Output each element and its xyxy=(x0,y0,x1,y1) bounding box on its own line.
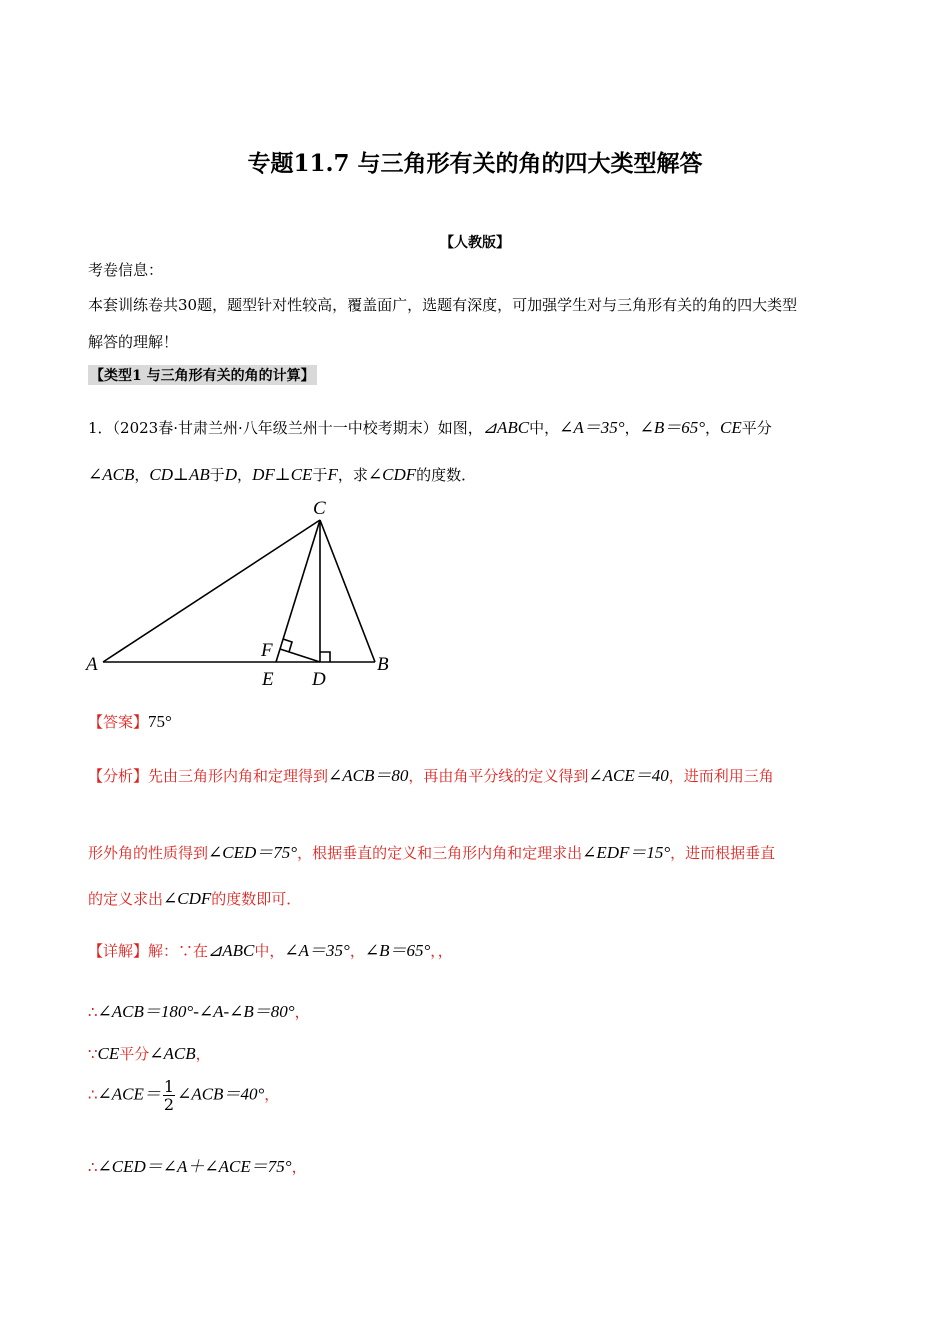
therefore-symbol: ∴ xyxy=(88,1158,98,1176)
math-angle-a: ∠A＝35° xyxy=(559,418,625,437)
math-ce: CE xyxy=(97,1044,120,1063)
fraction-denominator: 2 xyxy=(163,1095,175,1114)
edition-label: 【人教版】 xyxy=(440,235,510,251)
because-symbol: ∵ xyxy=(88,1045,98,1063)
category-heading: 【类型1 与三角形有关的角的计算】 xyxy=(88,365,317,385)
text-yu: 于 xyxy=(209,466,225,484)
math-f: F xyxy=(327,465,338,484)
segment-bc xyxy=(320,520,375,662)
math-step-4: ∠CED＝∠A＋∠ACE＝75° xyxy=(97,1157,292,1176)
analysis-line-3 xyxy=(88,888,301,909)
solution-text: 解：∵在 xyxy=(148,942,209,960)
math-angle-b: ∠B＝65° xyxy=(364,941,431,960)
math-angle-cdf: ∠CDF xyxy=(163,889,212,908)
fraction-numerator: 1 xyxy=(163,1077,175,1096)
label-a: A xyxy=(86,654,98,675)
solution-step-4 xyxy=(88,1152,307,1177)
solution-text: 平分 xyxy=(119,1045,150,1063)
solution-step-2 xyxy=(88,1043,211,1064)
therefore-symbol: ∴ xyxy=(88,1003,98,1021)
text-comma: ， xyxy=(237,466,253,484)
text-comma: ， xyxy=(624,419,640,437)
answer-value: 75° xyxy=(148,712,172,731)
label-b: B xyxy=(377,654,389,675)
math-angle-ace-40: ∠ACE＝40 xyxy=(588,766,669,785)
analysis-text: ，根据垂直的定义和三角形内角和定理求出 xyxy=(297,844,583,862)
problem-number: 1． xyxy=(88,419,113,437)
math-angle-ace: ∠ACE＝ xyxy=(97,1084,161,1104)
math-angle-acb-80: ∠ACB＝80 xyxy=(328,766,409,785)
math-cd-perp-ab: CD⊥AB xyxy=(149,465,210,484)
math-ce: CE xyxy=(720,418,742,437)
analysis-text: ，进而利用三角 xyxy=(668,767,774,785)
intro-line-2: 解答的理解！ xyxy=(88,333,179,351)
label-e: E xyxy=(262,669,274,690)
analysis-text: 的度数即可． xyxy=(211,890,302,908)
label-d: D xyxy=(312,669,326,690)
text-yu: 于 xyxy=(312,466,328,484)
math-step-1: ∠ACB＝180°-∠A-∠B＝80° xyxy=(97,1002,295,1021)
solution-text: ， xyxy=(264,1085,280,1104)
answer-line xyxy=(88,711,172,732)
solution-text: ， xyxy=(294,1003,310,1021)
solution-text: ， xyxy=(291,1158,307,1176)
math-angle-acb-40: ∠ACB＝40° xyxy=(177,1084,265,1104)
answer-tag: 【答案】 xyxy=(88,713,149,731)
solution-text: ，， xyxy=(430,942,453,960)
fraction-one-half xyxy=(163,1078,175,1113)
solution-step-1 xyxy=(88,997,310,1022)
math-angle-b: ∠B＝65° xyxy=(639,418,706,437)
problem-line-2 xyxy=(88,464,476,485)
math-angle-cdf: ∠CDF xyxy=(367,465,417,484)
intro-line-1: 本套训练卷共30题，题型针对性较高，覆盖面广，选题有深度，可加强学生对与三角形有关的角的四大类型 xyxy=(88,296,798,314)
math-tri-abc: ⊿ABC xyxy=(208,941,255,960)
math-tri-abc: ⊿ABC xyxy=(482,418,530,437)
right-angle-mark-d xyxy=(320,652,330,662)
analysis-text: 先由三角形内角和定理得到 xyxy=(148,767,329,785)
solution-text: 中， xyxy=(254,942,285,960)
math-angle-a: ∠A＝35° xyxy=(284,941,350,960)
label-f: F xyxy=(261,640,273,661)
solution-tag: 【详解】 xyxy=(88,942,149,960)
analysis-text: ，进而根据垂直 xyxy=(670,844,776,862)
math-df-perp-ce: DF⊥CE xyxy=(252,465,313,484)
page-title: 专题11.7 与三角形有关的角的四大类型解答 xyxy=(247,150,703,177)
math-d: D xyxy=(224,465,238,484)
triangle-figure xyxy=(80,492,400,697)
exam-info-label: 考卷信息： xyxy=(88,261,164,279)
math-angle-acb: ∠ACB xyxy=(88,465,135,484)
solution-step-3 xyxy=(88,1078,279,1113)
analysis-tag: 【分析】 xyxy=(88,767,149,785)
segment-ce xyxy=(276,520,320,662)
label-c: C xyxy=(313,498,326,519)
text-qiu: ，求 xyxy=(337,466,368,484)
math-angle-acb: ∠ACB xyxy=(149,1044,196,1063)
analysis-text: 形外角的性质得到 xyxy=(88,844,209,862)
text-comma: ， xyxy=(705,419,721,437)
text-comma: ， xyxy=(134,466,150,484)
therefore-symbol: ∴ xyxy=(88,1085,98,1104)
analysis-text: ，再由角平分线的定义得到 xyxy=(408,767,589,785)
math-angle-ced-75: ∠CED＝75° xyxy=(208,843,298,862)
math-angle-edf-15: ∠EDF＝15° xyxy=(582,843,671,862)
analysis-text: 的定义求出 xyxy=(88,890,164,908)
problem-source: （2023春·甘肃兰州·八年级兰州十一中校考期末）如图， xyxy=(112,419,483,437)
analysis-line-1 xyxy=(88,761,774,786)
solution-text: ， xyxy=(349,942,365,960)
text-degree: 的度数． xyxy=(416,466,477,484)
solution-text: ， xyxy=(195,1045,211,1063)
text-zhong: 中， xyxy=(529,419,560,437)
solution-line-1 xyxy=(88,936,453,961)
segment-df xyxy=(280,649,320,662)
problem-line-1 xyxy=(88,413,772,438)
text-bisect: 平分 xyxy=(741,419,772,437)
analysis-line-2 xyxy=(88,838,775,863)
